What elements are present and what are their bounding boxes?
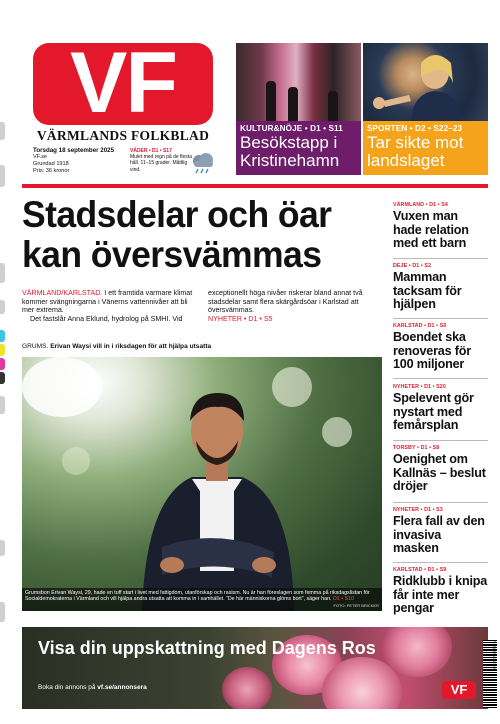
main-photo [22,357,382,611]
sidebar-item[interactable] [393,323,488,372]
sidebar-title: Boendet ska renoveras för 100 miljoner [393,330,471,371]
color-mark [0,344,5,356]
person-illustration [132,377,302,611]
ad-subtext [38,684,147,691]
photo-headline[interactable] [22,343,382,350]
sidebar-tag: DEJE • D1 • S2 [393,263,432,269]
lead-col2: exceptionellt höga nivåer riskerar bland annat två stadsdelar samt flera skärgårdsöar i Karlstad att översvämmas. [208,289,363,315]
teaser-sport-image[interactable] [363,43,488,121]
teaser-culture-image[interactable] [236,43,361,121]
logo-text: VF [70,35,176,131]
sidebar-title: Mamman tacksam för hjälpen [393,270,462,311]
photo-caption [22,588,382,611]
weather-text: Mulet med regn på de flesta håll. 11–15 grader. Måttlig vind. [130,154,192,173]
sidebar-title: Oenighet om Kallnäs – beslut dröjer [393,452,486,493]
lead-col1: I ett framtida varmare klimat kommer svängningarna i Vänerns vattennivåer att bli mer extrema. [22,289,193,315]
photo-credit: FOTO: PETER BRICKER [333,602,379,608]
sidebar-tag: NYHETER • D1 • S3 [393,507,443,513]
weather-tag: VÄDER • D1 • S17 [130,148,172,154]
teaser-label: SPORTEN • D2 • S22–23 [367,124,463,133]
weather-box [130,148,192,173]
divider [393,502,488,503]
teaser-title: Tar sikte mot landslaget [367,133,464,170]
masthead-info [33,147,143,175]
sidebar-tag: KARLSTAD • D1 • S6 [393,323,447,329]
caption-ref: D1 • S10 [332,596,354,603]
lead-col1b: Det fastslår Anna Eklund, hydrolog på SMHI. Vid [30,314,183,323]
ad-link[interactable]: vf.se/annonsera [97,684,147,691]
divider [393,318,488,319]
issue-date: Torsdag 18 september 2025 [33,147,115,154]
scan-mark [0,540,5,556]
teaser-title: Besökstapp i Kristinehamn [240,133,340,170]
scan-mark [0,122,5,140]
sidebar-item[interactable] [393,567,488,616]
sidebar-item[interactable] [393,507,488,556]
scan-mark [0,300,5,314]
sidebar-tag: TORSBY • D1 • S8 [393,445,440,451]
divider [393,440,488,441]
dateline: VÄRMLAND/KARLSTAD. [22,289,103,297]
sidebar-item[interactable] [393,445,488,494]
sidebar-tag: NYHETER • D1 • S20 [393,384,446,390]
divider [393,562,488,563]
photo-headline-text: Erivan Waysi vill in i riksdagen för att hjälpa utsatta [50,343,212,350]
sidebar-title: Spelevent gör nystart med femårsplan [393,391,474,432]
teaser-label: KULTUR&NÖJE • D1 • S11 [240,124,343,133]
ad-logo: VF [442,681,476,699]
scan-mark [0,602,5,622]
barcode-number: 7 388386 3600 9 [492,640,497,671]
photo-place: GRUMS. [22,343,49,350]
sidebar-title: Vuxen man hade relation med ett barn [393,209,469,250]
price: Pris: 36 kronor [33,168,70,174]
ad-banner[interactable] [22,627,488,709]
divider [393,258,488,259]
website: VF.se [33,154,47,160]
divider [393,378,488,379]
scan-mark [0,396,5,414]
sidebar-item[interactable] [393,384,488,433]
sidebar-item[interactable] [393,263,488,312]
scan-mark [0,263,5,283]
color-mark [0,358,5,370]
main-headline[interactable]: Stadsdelar och öar kan översvämmas [22,194,332,275]
scan-mark [0,165,5,187]
divider [22,184,488,188]
lead-ref: NYHETER • D1 • S5 [208,314,273,323]
color-mark [0,372,5,384]
sidebar-item[interactable] [393,202,488,251]
teaser-culture[interactable] [236,121,361,175]
sidebar-title: Flera fall av den invasiva masken [393,514,485,555]
sidebar-tag: KARLSTAD • D1 • S9 [393,567,447,573]
ad-sub-text: Boka din annons på [38,684,96,691]
caption-text: Grumsbon Erivan Waysi, 29, hade en tuff start i livet med fattigdom, utanförskap och rasism. Nu är han föreslagen som femma på riksdagslistan för Socialdemokraterna i Värmland och vill hjälpa andra utsatta att komma in i samhället. ”De här människorna glöms bort”, säger han. [25,590,370,603]
ad-title: Visa din uppskattning med Dagens Ros [38,638,376,658]
sidebar-title: Ridklubb i knipa får inte mer pengar [393,574,488,615]
teaser-sport[interactable] [363,121,488,175]
sidebar-tag: VÄRMLAND • D1 • S4 [393,202,448,208]
founded: Grundad 1918 [33,161,69,167]
cloud-rain-icon [190,152,216,174]
color-mark [0,330,5,342]
brand-name: VÄRMLANDS FOLKBLAD [36,128,210,143]
